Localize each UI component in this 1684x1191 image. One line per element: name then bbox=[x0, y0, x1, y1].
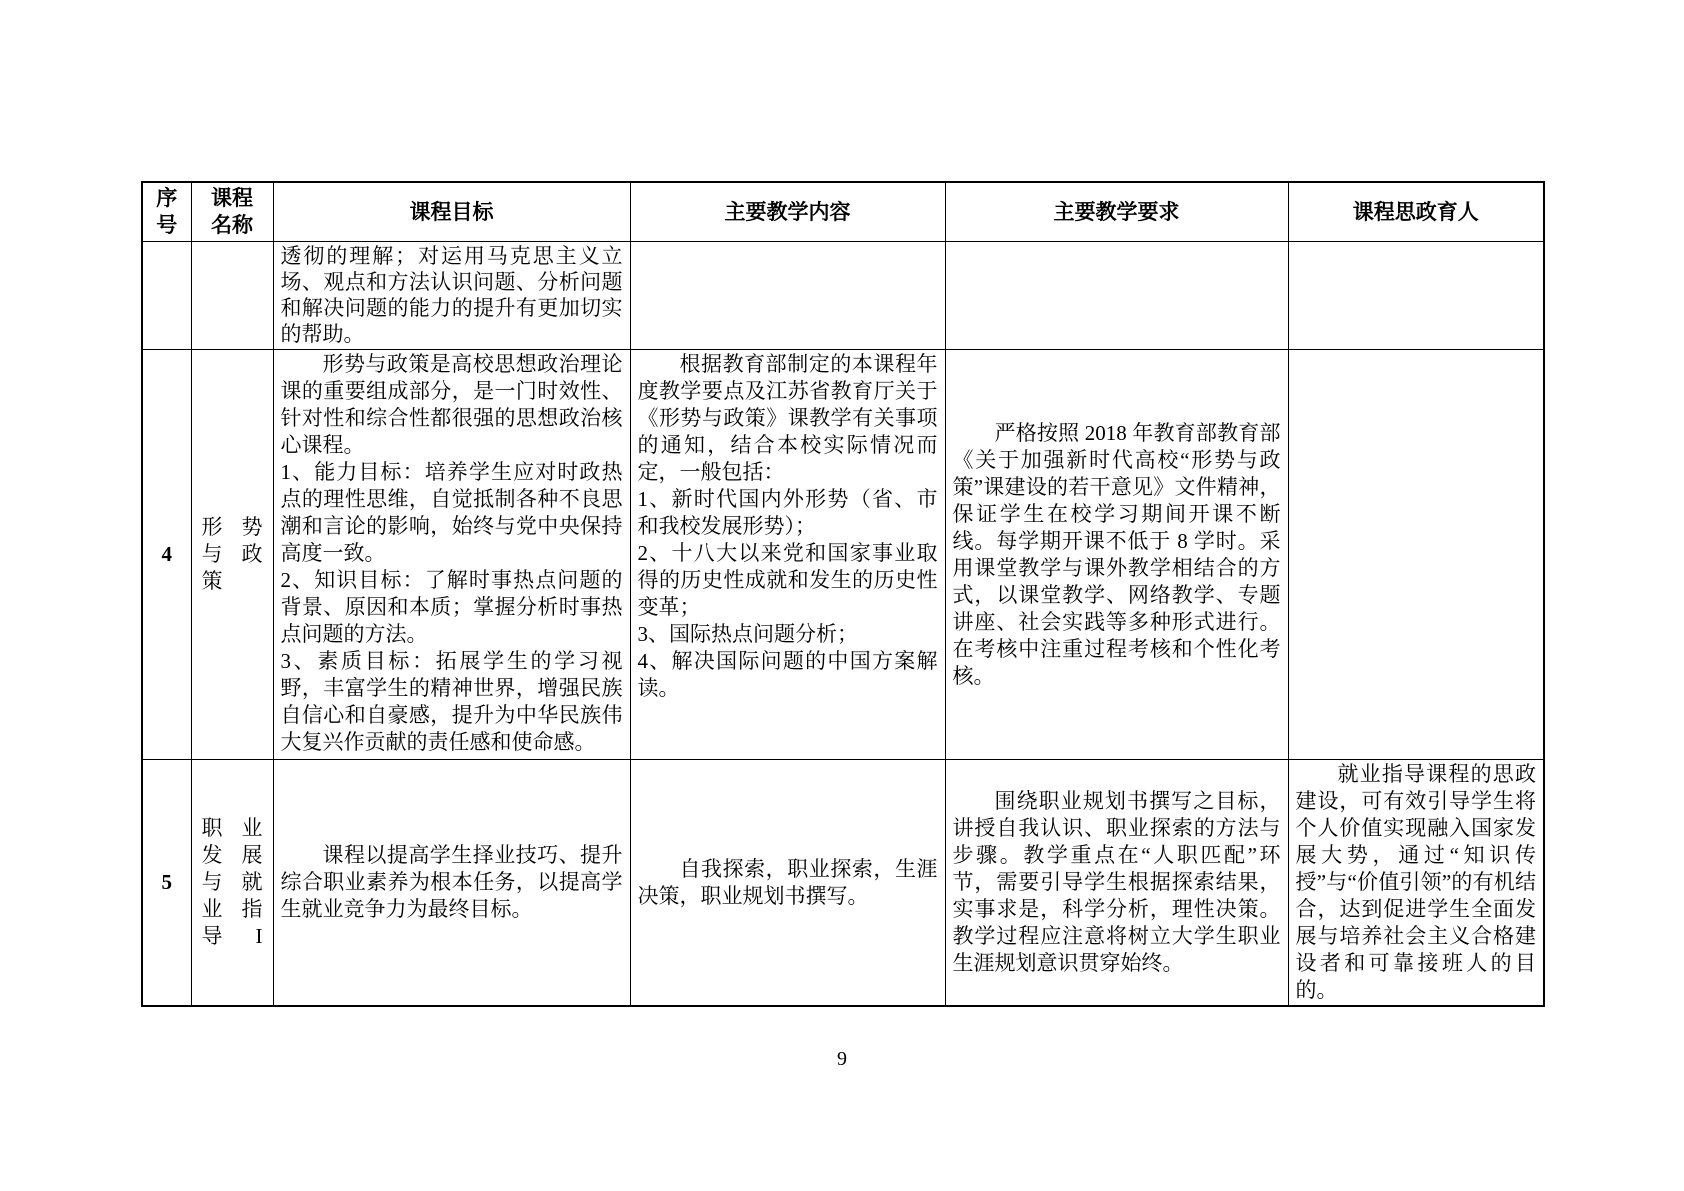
header-serial-line1: 序 bbox=[156, 186, 178, 210]
header-course-name bbox=[191, 182, 273, 242]
row4-name-line: 策 bbox=[201, 569, 223, 593]
row5-name-line: 职业 bbox=[201, 816, 263, 840]
row4-content-intro: 根据教育部制定的本课程年度教学要点及江苏省教育厅关于《形势与政策》课教学有关事项的通知，结合本校实际情况而定，一般包括： bbox=[637, 352, 938, 484]
cell-row5-serial: 5 bbox=[142, 760, 191, 1007]
table-row-course-4 bbox=[142, 350, 1544, 760]
cell-overflow-name bbox=[191, 242, 273, 350]
cell-row4-requirements bbox=[945, 350, 1288, 760]
cell-overflow-ideology bbox=[1288, 242, 1544, 350]
table-row-overflow bbox=[142, 242, 1544, 350]
row4-content-item: 3、国际热点问题分析； bbox=[637, 622, 858, 646]
cell-row4-name bbox=[191, 350, 273, 760]
cell-row4-ideology bbox=[1288, 350, 1544, 760]
row4-content-item: 4、解决国际问题的中国方案解读。 bbox=[637, 649, 938, 700]
cell-overflow-requirements bbox=[945, 242, 1288, 350]
row5-objectives-text: 课程以提高学生择业技巧、提升综合职业素养为根本任务，以提高学生就业竞争力为最终目标。 bbox=[280, 843, 623, 921]
row4-requirements-text: 严格按照 2018 年教育部教育部《关于加强新时代高校“形势与政策”课建设的若干意见》文件精神，保证学生在校学习期间开课不断线。每学期开课不低于 8 学时。采用课堂教学与课外教学相结合的方式，以课堂教学、网络教学、专题讲座、社会实践等多种形式进行。在考核中注重过程考核和个性化考核。 bbox=[952, 420, 1281, 688]
cell-row5-ideology bbox=[1288, 760, 1544, 1007]
row5-requirements-text: 围绕职业规划书撰写之目标，讲授自我认识、职业探索的方法与步骤。教学重点在“人职匹配”环节，需要引导学生根据探索结果，实事求是，科学分析，理性决策。教学过程应注意将树立大学生职业生涯规划意识贯穿始终。 bbox=[952, 789, 1281, 975]
header-teaching-requirements: 主要教学要求 bbox=[945, 182, 1288, 242]
row4-objectives-item: 3、素质目标：拓展学生的学习视野，丰富学生的精神世界，增强民族自信心和自豪感，提升为中华民族伟大复兴作贡献的责任感和使命感。 bbox=[280, 649, 623, 754]
row5-name-line: 与就 bbox=[201, 870, 263, 894]
header-course-name-line1: 课程 bbox=[211, 186, 253, 210]
row4-name-line: 形势 bbox=[201, 515, 263, 539]
row4-content-item: 2、十八大以来党和国家事业取得的历史性成就和发生的历史性变革； bbox=[637, 541, 938, 619]
row4-name-line: 与政 bbox=[201, 542, 263, 566]
row4-objectives-item: 1、能力目标：培养学生应对时政热点的理性思维，自觉抵制各种不良思潮和言论的影响，始终与党中央保持高度一致。 bbox=[280, 460, 623, 565]
header-course-name-line2: 名称 bbox=[211, 213, 253, 237]
table-header-row bbox=[142, 182, 1544, 242]
cell-overflow-content bbox=[630, 242, 945, 350]
row4-objectives-intro: 形势与政策是高校思想政治理论课的重要组成部分，是一门时效性、针对性和综合性都很强的思想政治核心课程。 bbox=[280, 352, 623, 457]
header-ideology-education: 课程思政育人 bbox=[1288, 182, 1544, 242]
cell-row5-content bbox=[630, 760, 945, 1007]
row5-content-text: 自我探索，职业探索，生涯决策，职业规划书撰写。 bbox=[637, 856, 938, 908]
header-serial-number bbox=[142, 182, 191, 242]
row4-content-item: 1、新时代国内外形势（省、市和我校发展形势）； bbox=[637, 487, 938, 538]
row5-ideology-text: 就业指导课程的思政建设，可有效引导学生将个人价值实现融入国家发展大势，通过“知识传授”与“价值引领”的有机结合，达到促进学生全面发展与培养社会主义合格建设者和可靠接班人的目的。 bbox=[1295, 762, 1536, 1002]
header-course-objectives: 课程目标 bbox=[273, 182, 630, 242]
row5-name-line: 业指 bbox=[201, 897, 263, 921]
overflow-objectives-text: 透彻的理解；对运用马克思主义立场、观点和方法认识问题、分析问题和解决问题的能力的提升有更加切实的帮助。 bbox=[280, 244, 623, 346]
cell-row5-objectives bbox=[273, 760, 630, 1007]
header-teaching-content: 主要教学内容 bbox=[630, 182, 945, 242]
cell-row4-objectives bbox=[273, 350, 630, 760]
row5-name-line: 发展 bbox=[201, 843, 263, 867]
cell-overflow-objectives bbox=[273, 242, 630, 350]
course-plan-table bbox=[141, 181, 1545, 1007]
cell-row4-serial: 4 bbox=[142, 350, 191, 760]
cell-row4-content bbox=[630, 350, 945, 760]
row4-objectives-item: 2、知识目标：了解时事热点问题的背景、原因和本质；掌握分析时事热点问题的方法。 bbox=[280, 568, 623, 646]
cell-row5-requirements bbox=[945, 760, 1288, 1007]
cell-overflow-serial bbox=[142, 242, 191, 350]
table-row-course-5 bbox=[142, 760, 1544, 1007]
header-serial-line2: 号 bbox=[156, 213, 178, 237]
row5-name-line: 导I bbox=[201, 924, 263, 948]
page-number: 9 bbox=[837, 1048, 847, 1070]
cell-row5-name bbox=[191, 760, 273, 1007]
